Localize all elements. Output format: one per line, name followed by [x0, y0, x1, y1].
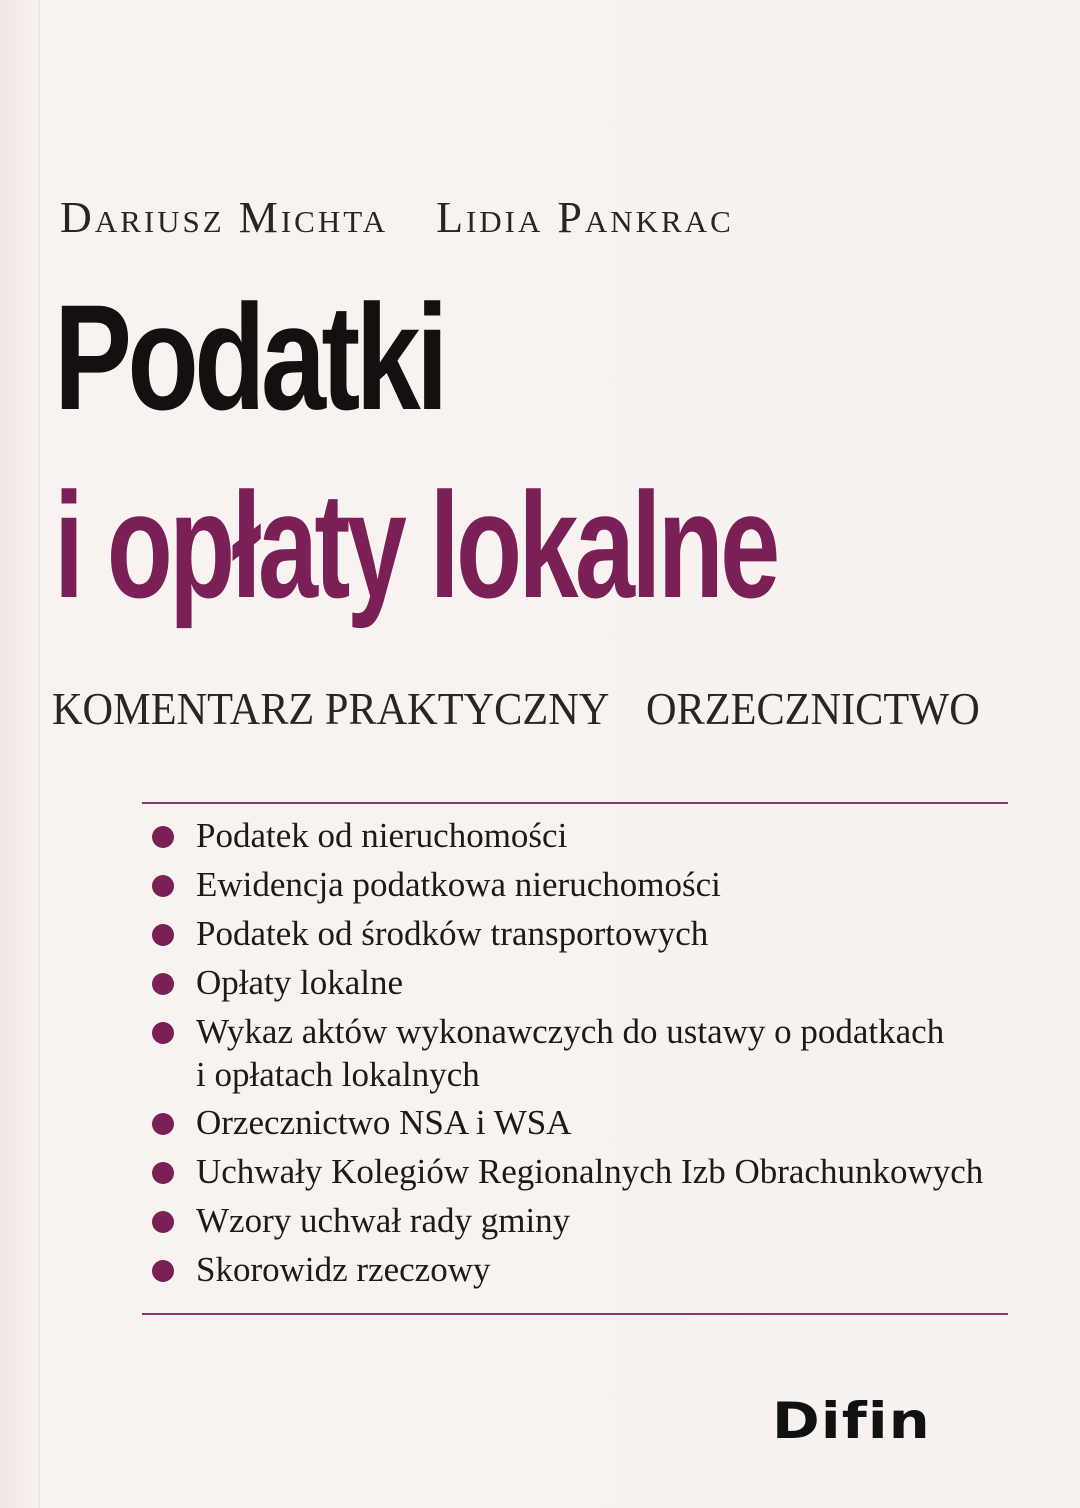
bullet-icon [152, 826, 174, 848]
bullet-icon [152, 1162, 174, 1184]
contents-list [146, 814, 1026, 1297]
list-item [146, 961, 1026, 1005]
bullet-icon [152, 1022, 174, 1044]
list-item [146, 912, 1026, 956]
book-title-line-2: i opłaty lokalne [54, 461, 777, 629]
bullet-icon [152, 875, 174, 897]
list-item [146, 1010, 1026, 1096]
list-item [146, 1150, 1026, 1194]
book-title-line-1: Podatki [54, 273, 444, 441]
bullet-icon [152, 1211, 174, 1233]
author-name: Dariusz Michta [60, 193, 389, 242]
subtitle-part: ORZECZNICTWO [645, 683, 980, 734]
bullet-icon [152, 1113, 174, 1135]
list-item-label: Opłaty lokalne [196, 963, 404, 1002]
list-item [146, 814, 1026, 858]
list-item-label: Uchwały Kolegiów Regionalnych Izb Obrachunkowych [196, 1152, 984, 1191]
list-item-label: Podatek od nieruchomości [196, 816, 568, 855]
bullet-icon [152, 924, 174, 946]
book-subtitle [52, 682, 980, 735]
author-name: Lidia Pankrac [436, 193, 734, 242]
list-item-label: Wykaz aktów wykonawczych do ustawy o podatkach i opłatach lokalnych [196, 1012, 945, 1094]
list-item-label: Skorowidz rzeczowy [196, 1250, 491, 1289]
publisher-logo: Difin [772, 1392, 931, 1450]
list-item-label: Orzecznictwo NSA i WSA [196, 1103, 572, 1142]
authors [60, 192, 734, 243]
list-item-label: Wzory uchwał rady gminy [196, 1201, 571, 1240]
bullet-icon [152, 1260, 174, 1282]
cover-edge [38, 0, 40, 1508]
list-item [146, 1199, 1026, 1243]
list-item [146, 1248, 1026, 1292]
list-item [146, 1101, 1026, 1145]
list-item [146, 863, 1026, 907]
divider-top [142, 802, 1008, 804]
list-item-label: Ewidencja podatkowa nieruchomości [196, 865, 721, 904]
bullet-icon [152, 973, 174, 995]
divider-bottom [142, 1313, 1008, 1315]
subtitle-part: KOMENTARZ PRAKTYCZNY [52, 683, 608, 734]
list-item-label: Podatek od środków transportowych [196, 914, 709, 953]
